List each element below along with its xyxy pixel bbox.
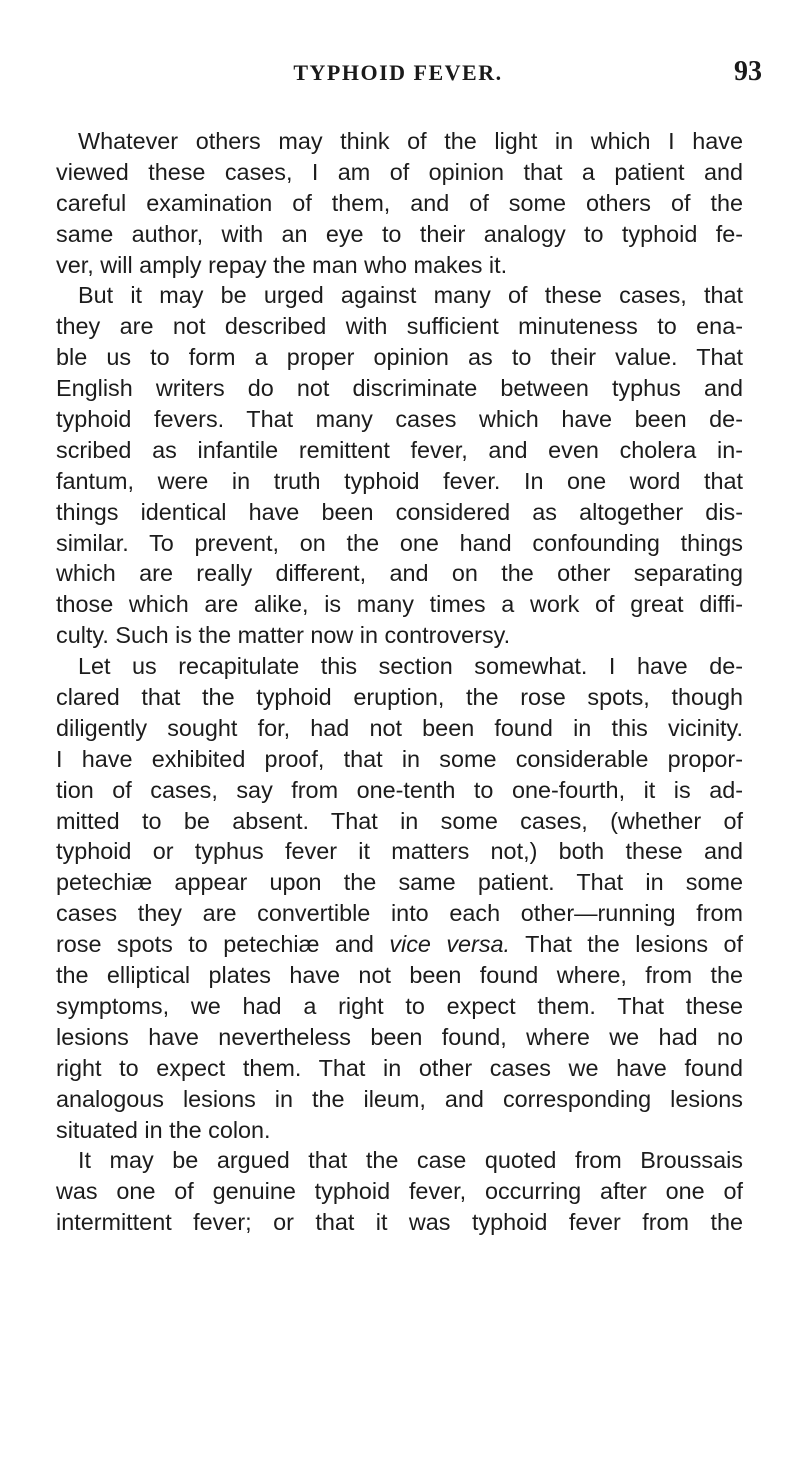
text-line: which are really different, and on the other separating (56, 560, 743, 587)
text-line: same author, with an eye to their analogy to typhoid fe- (56, 220, 743, 247)
text-line: culty. Such is the matter now in controversy. (56, 622, 511, 649)
text-line: ble us to form a proper opinion as to their value. That (56, 344, 743, 371)
text-line: But it may be urged against many of these cases, that (78, 282, 743, 309)
text-line: viewed these cases, I am of opinion that a patient and (56, 158, 743, 185)
text-line: It may be argued that the case quoted from Broussais (78, 1147, 743, 1174)
text-line: I have exhibited proof, that in some considerable propor- (56, 745, 743, 772)
text-line: mitted to be absent. That in some cases, (whether of (56, 807, 743, 834)
text-line: right to expect them. That in other cases we have found (56, 1054, 743, 1081)
text-line: petechiæ appear upon the same patient. That in some (56, 869, 743, 896)
text-fragment: rose spots to petechiæ and (56, 931, 390, 958)
text-line: those which are alike, is many times a work of great diffi- (56, 591, 743, 618)
text-line: symptoms, we had a right to expect them. That these (56, 992, 743, 1019)
text-line: fantum, were in truth typhoid fever. In one word that (56, 467, 743, 494)
text-line: diligently sought for, had not been found in this vicinity. (56, 714, 743, 741)
text-line: situated in the colon. (56, 1116, 271, 1143)
text-line: Let us recapitulate this section somewhat. I have de- (78, 653, 743, 680)
text-line: analogous lesions in the ileum, and corresponding lesions (56, 1085, 743, 1112)
text-line: ver, will amply repay the man who makes it. (56, 251, 508, 278)
body-text (56, 126, 743, 1238)
running-head (58, 56, 762, 90)
text-line-with-italic (56, 929, 743, 960)
text-line: clared that the typhoid eruption, the rose spots, though (56, 684, 743, 711)
italic-phrase: vice versa. (389, 931, 511, 958)
text-line: typhoid or typhus fever it matters not,) both these and (56, 838, 743, 865)
text-line: scribed as infantile remittent fever, and even cholera in- (56, 436, 743, 463)
running-title: TYPHOID FEVER. (293, 60, 503, 85)
text-line: they are not described with sufficient minuteness to ena- (56, 313, 743, 340)
text-line: was one of genuine typhoid fever, occurring after one of (56, 1178, 743, 1205)
text-line: intermittent fever; or that it was typhoid fever from the (56, 1209, 743, 1236)
text-line: lesions have nevertheless been found, where we had no (56, 1023, 743, 1050)
text-line: cases they are convertible into each other—running from (56, 900, 743, 927)
text-line: careful examination of them, and of some others of the (56, 189, 743, 216)
text-line: things identical have been considered as altogether dis- (56, 498, 743, 525)
page-number: 93 (734, 56, 762, 87)
text-line: English writers do not discriminate between typhus and (56, 375, 743, 402)
text-line: the elliptical plates have not been found where, from the (56, 962, 743, 989)
text-line: typhoid fevers. That many cases which have been de- (56, 406, 743, 433)
text-line: tion of cases, say from one-tenth to one-fourth, it is ad- (56, 776, 743, 803)
text-line: Whatever others may think of the light in which I have (78, 128, 743, 154)
text-line: similar. To prevent, on the one hand confounding things (56, 529, 743, 556)
text-fragment: That the lesions of (510, 931, 743, 958)
